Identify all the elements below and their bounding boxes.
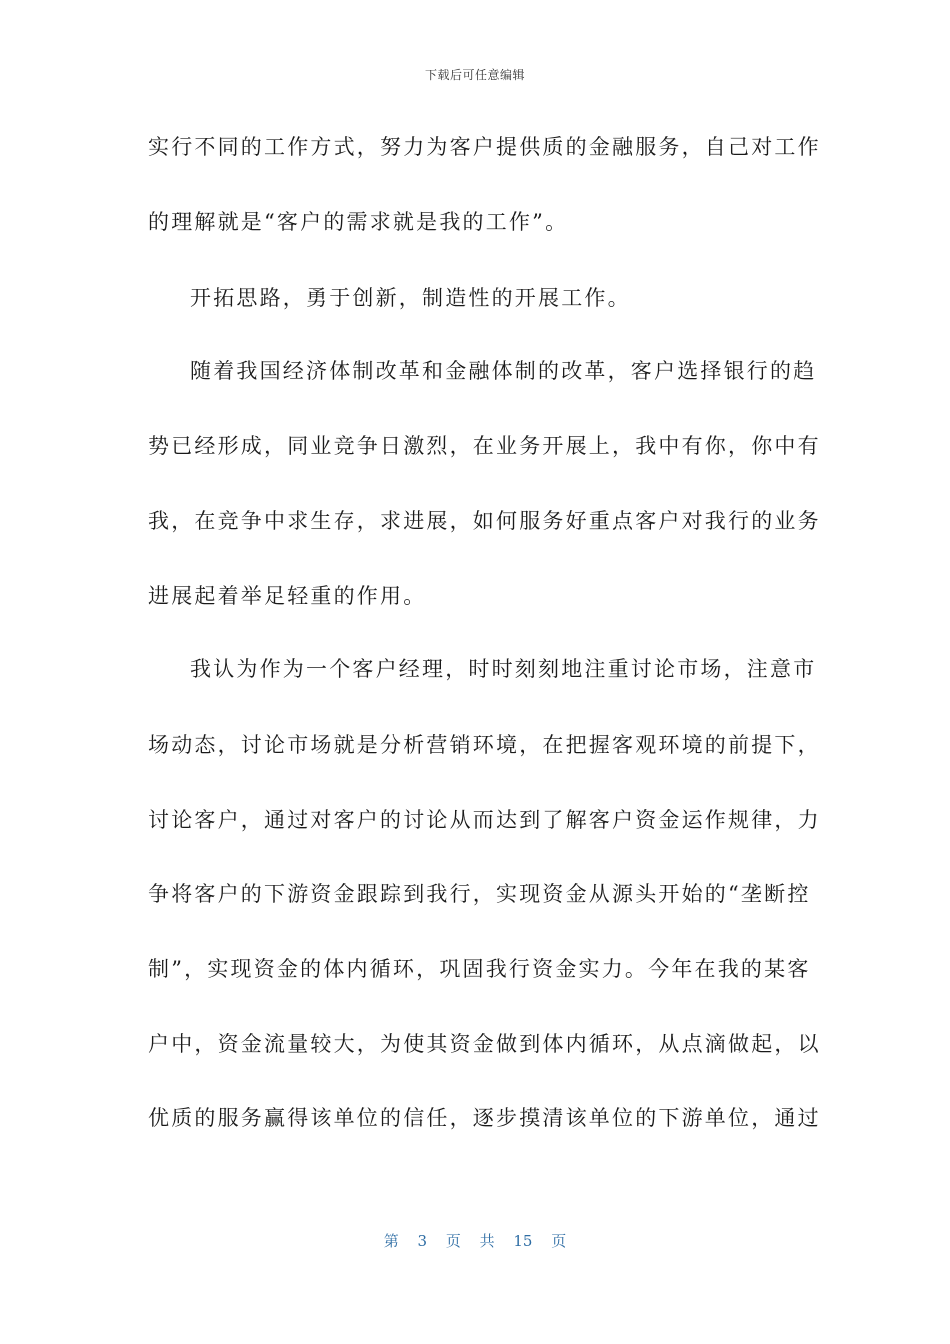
text-line: 随着我国经济体制改革和金融体制的改革，客户选择银行的趋 [190, 359, 817, 383]
page-number-footer: 第 3 页 共 15 页 [383, 1232, 567, 1250]
text-line: 我，在竞争中求生存，求进展，如何服务好重点客户对我行的业务 [148, 509, 821, 533]
text-line: 制”，实现资金的体内循环，巩固我行资金实力。今年在我的某客 [148, 957, 811, 981]
text-line: 进展起着举足轻重的作用。 [148, 584, 427, 608]
text-line: 场动态，讨论市场就是分析营销环境，在把握客观环境的前提下， [148, 733, 821, 757]
text-line: 讨论客户，通过对客户的讨论从而达到了解客户资金运作规律，力 [148, 808, 821, 832]
text-line: 户中，资金流量较大，为使其资金做到体内循环，从点滴做起，以 [148, 1032, 821, 1056]
text-line: 争将客户的下游资金跟踪到我行，实现资金从源头开始的“垄断控 [148, 882, 811, 906]
page-header: 下载后可任意编辑 [424, 68, 525, 82]
text-line: 实行不同的工作方式，努力为客户提供质的金融服务，自己对工作 [148, 135, 821, 159]
text-line: 的理解就是“客户的需求就是我的工作”。 [148, 210, 569, 234]
text-line: 势已经形成，同业竞争日激烈，在业务开展上，我中有你，你中有 [148, 434, 821, 458]
text-line: 我认为作为一个客户经理，时时刻刻地注重讨论市场，注意市 [190, 657, 817, 681]
text-line: 优质的服务赢得该单位的信任，逐步摸清该单位的下游单位，通过 [148, 1106, 821, 1130]
text-line: 开拓思路，勇于创新，制造性的开展工作。 [190, 286, 631, 310]
